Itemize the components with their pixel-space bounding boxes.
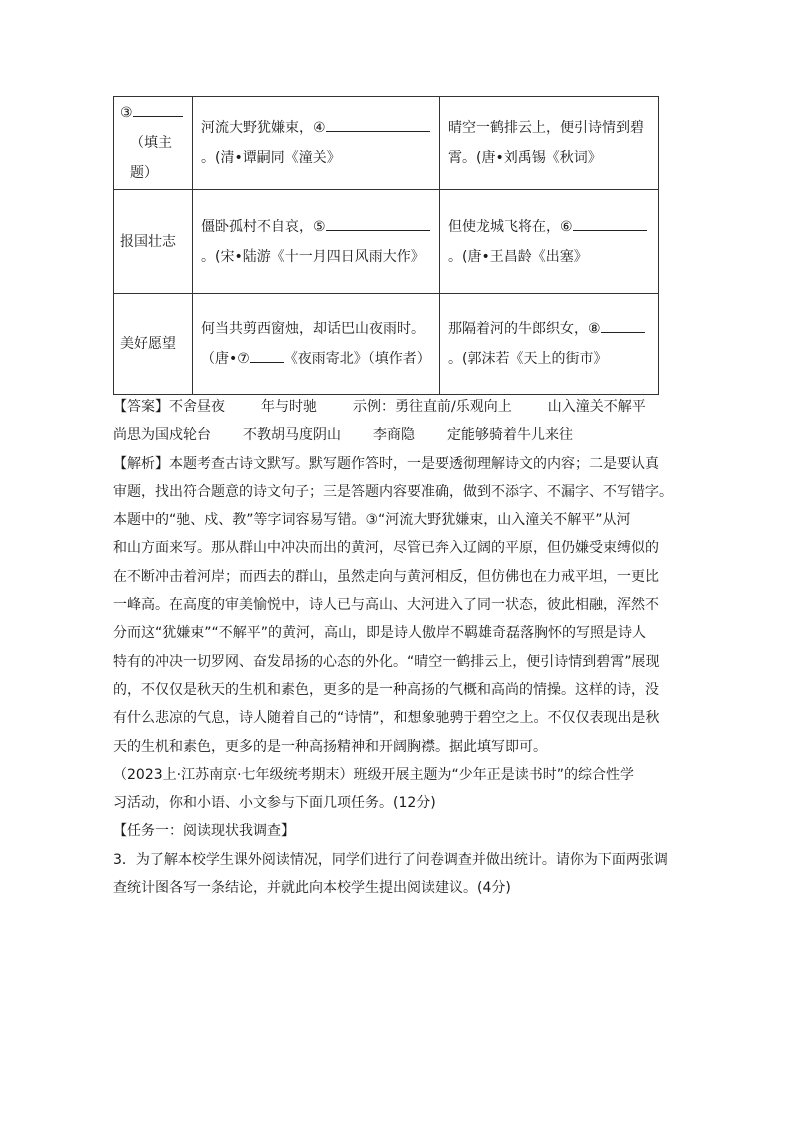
- analysis-label: 【解析】: [113, 455, 169, 472]
- theme-cell: 美好愿望: [114, 294, 193, 395]
- poem-line: 那隔着河的牛郎织女，⑧: [448, 321, 601, 337]
- answer-item: 不舍昼夜: [169, 399, 225, 415]
- poem-line: 何当共剪西窗烛，却话巴山夜雨时。: [201, 321, 425, 337]
- theme-hint: （填主题）: [130, 135, 172, 181]
- answer-item: 山入潼关不解平: [547, 399, 646, 415]
- poem-line: 晴空一鹤排云上，便引诗情到碧: [448, 120, 644, 136]
- question-text: 3．为了解本校学生课外阅读情况，同学们进行了问卷调查并做出统计。请你为下面两张调: [113, 851, 668, 868]
- intro-text: （2023上·江苏南京·七年级统考期末）班级开展主题为“少年正是读书时”的综合性学: [113, 766, 635, 783]
- table-row: [114, 294, 659, 395]
- poem-cell: [440, 97, 659, 190]
- poem-line: 但使龙城飞将在，⑥: [448, 218, 573, 235]
- poem-source: 。(唐•王昌龄《出塞》: [448, 248, 588, 265]
- question-text: 查统计图各写一条结论，并就此向本校学生提出阅读建议。(4分): [113, 880, 511, 897]
- analysis-text: 特有的冲决一切罗网、奋发昂扬的心态的外化。“晴空一鹤排云上，便引诗情到碧霄”展现: [113, 653, 660, 670]
- blank-number: ③: [120, 105, 133, 121]
- poem-source: 。(清•谭嗣同《潼关》: [201, 150, 341, 166]
- answer-item: 尚思为国戍轮台: [113, 427, 211, 444]
- answer-label: 【答案】: [113, 399, 169, 415]
- answer-blank: [326, 115, 430, 132]
- theme-cell: [114, 97, 193, 190]
- answer-item: 年与时驰: [261, 399, 317, 415]
- analysis-text: 本题中的“驰、戍、教”等字词容易写错。③“河流大野犹嫌束，山入潼关不解平”从河: [113, 512, 631, 529]
- poem-cell: [440, 190, 659, 294]
- answer-item: 示例：勇往直前/乐观向上: [353, 399, 512, 415]
- answer-blank: [601, 316, 645, 333]
- poem-cell: [193, 190, 440, 294]
- poem-source: 霄。(唐•刘禹锡《秋词》: [448, 150, 602, 166]
- poem-source: 《夜雨寄北》（填作者）: [283, 351, 431, 367]
- poem-cell: [193, 294, 440, 395]
- answer-line: [113, 421, 679, 449]
- answer-blank: [573, 214, 647, 231]
- table-row: [114, 190, 659, 294]
- analysis-text: 天的生机和素色，更多的是一种高扬精神和开阔胸襟。据此填写即可。: [113, 738, 547, 755]
- analysis-text: 本题考查古诗文默写。默写题作答时，一是要透彻理解诗文的内容；二是要认真: [169, 455, 659, 472]
- analysis-text: 在不断冲击着河岸；而西去的群山，虽然走向与黄河相反，但仿佛也在力戒平坦，一更比: [113, 568, 659, 585]
- analysis-line: [113, 450, 679, 478]
- answer-item: 李商隐: [373, 427, 415, 444]
- poem-source: 。(宋•陆游《十一月四日风雨大作》: [201, 248, 425, 265]
- answer-line: [113, 393, 679, 421]
- analysis-text: 分而这“犹嫌束”“不解平”的黄河，高山，即是诗人傲岸不羁雄奇磊落胸怀的写照是诗人: [113, 625, 647, 642]
- answer-analysis-section: [113, 393, 679, 902]
- theme-cell: 报国壮志: [114, 190, 193, 294]
- intro-text: 习活动，你和小语、小文参与下面几项任务。(12分): [113, 795, 436, 812]
- poem-source: 。(郭沫若《天上的街市》: [448, 351, 608, 367]
- answer-item: 不教胡马度阴山: [243, 427, 341, 444]
- poem-cell: [440, 294, 659, 395]
- poem-line: 僵卧孤村不自哀，⑤: [201, 218, 326, 235]
- poem-cell: [193, 97, 440, 190]
- analysis-text: 有什么悲凉的气息，诗人随着自己的“诗情”，和想象驰骋于碧空之上。不仅仅表现出是秋: [113, 710, 660, 727]
- analysis-text: 的，不仅仅是秋天的生机和素色，更多的是一种高扬的气概和高尚的情操。这样的诗，没: [113, 681, 659, 698]
- poem-source: （唐•⑦: [201, 351, 250, 367]
- answer-item: 定能够骑着牛儿来往: [447, 427, 573, 444]
- task-heading: 【任务一：阅读现状我调查】: [113, 823, 295, 840]
- answer-blank: [250, 346, 284, 363]
- poem-line: 河流大野犹嫌束，④: [201, 120, 326, 136]
- poem-table: [113, 96, 659, 395]
- table-row: [114, 97, 659, 190]
- analysis-text: 审题，找出符合题意的诗文句子；三是答题内容要准确，做到不添字、不漏字、不写错字。: [113, 483, 673, 500]
- answer-blank: [326, 214, 430, 231]
- analysis-text: 一峰高。在高度的审美愉悦中，诗人已与高山、大河进入了同一状态，彼此相融，浑然不: [113, 597, 659, 614]
- analysis-text: 和山方面来写。那从群山中冲决而出的黄河，尽管已奔入辽阔的平原，但仍嫌受束缚似的: [113, 540, 659, 557]
- answer-blank: [133, 100, 183, 117]
